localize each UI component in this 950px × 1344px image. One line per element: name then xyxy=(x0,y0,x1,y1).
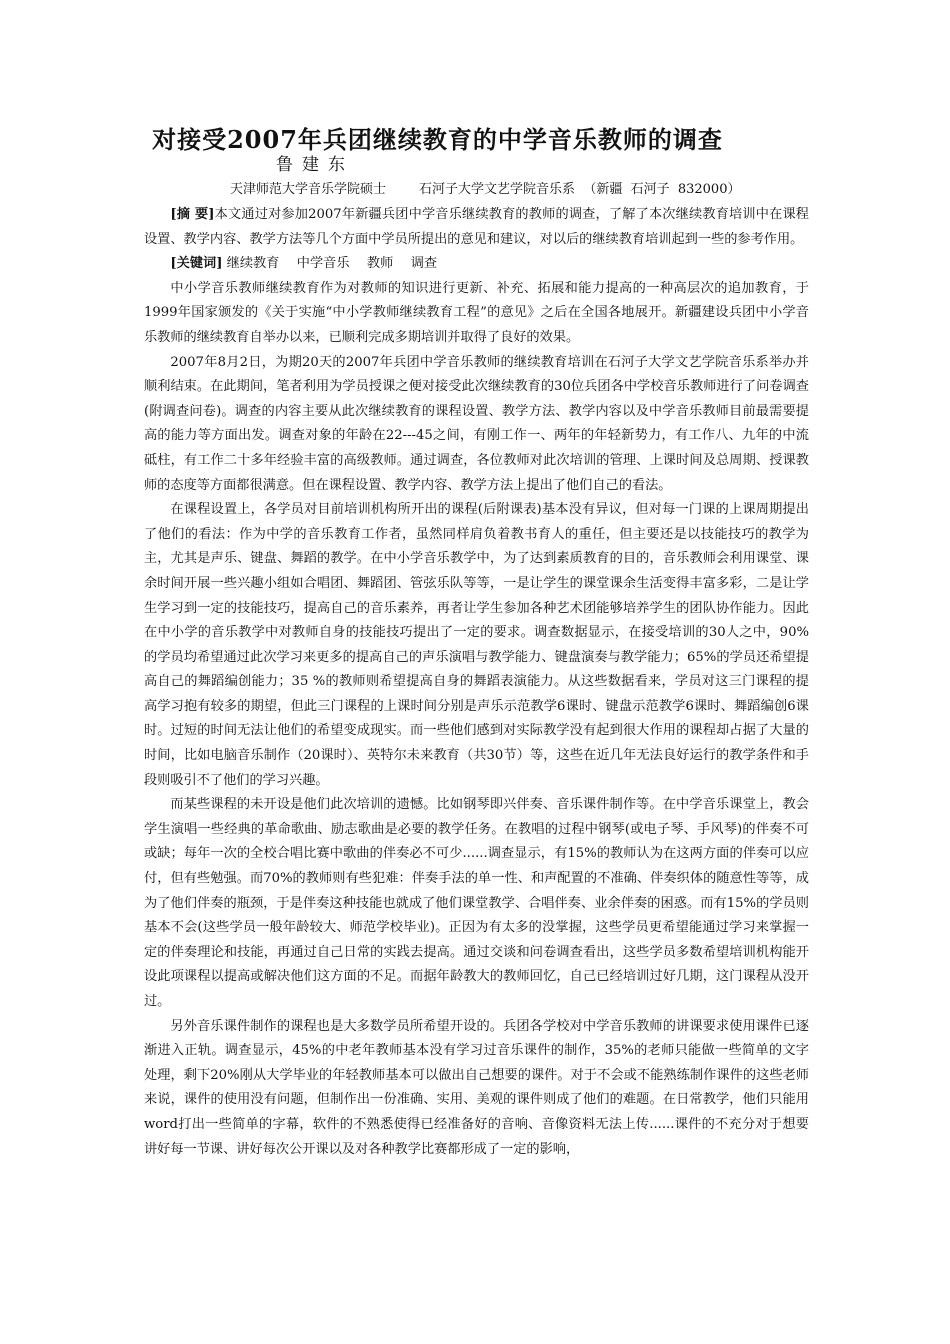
abstract-label: [摘 要] xyxy=(170,207,215,222)
abstract xyxy=(144,203,809,252)
keywords-label: [关键词] xyxy=(170,256,223,272)
paper-title: 对接受2007年兵团继续教育的中学音乐教师的调查 xyxy=(152,125,723,154)
paper-body xyxy=(144,203,809,1162)
author-name: 鲁建东 xyxy=(276,155,354,175)
body-paragraph: 另外音乐课件制作的课程也是大多数学员所希望开设的。兵团各学校对中学音乐教师的讲课要求使用课件已逐渐进入正轨。调查显示，45%的中老年教师基本没有学习过音乐课件的制作，35%的老师只能做一些简单的文字处理，剩下20%刚从大学毕业的年轻教师基本可以做出自己想要的课件。对于不会或不能熟练制作课件的这些老师来说，课件的使用没有问题，但制作出一份准确、实用、美观的课件则成了他们的难题。在日常教学，他们只能用word打出一些简单的字幕，软件的不熟悉使得已经准备好的音响、音像资料无法上传......课件的不充分对于想要讲好每一节课、讲好每次公开课以及对各种教学比赛都形成了一定的影响， xyxy=(144,1018,809,1157)
keywords-terms: 继续教育 中学音乐 教师 调查 xyxy=(226,256,438,272)
body-paragraph: 2007年8月2日，为期20天的2007年兵团中学音乐教师的继续教育培训在石河子大学文艺学院音乐系举办并顺利结束。在此期间，笔者利用为学员授课之便对接受此次继续教育的30位兵团各中学校音乐教师进行了问卷调查(附调查问卷)。调查的内容主要从此次继续教育的课程设置、教学方法、教学内容以及中学音乐教师目前最需要提高的能力等方面出发。调查对象的年龄在22---45之间，有刚工作一、两年的年轻新势力，有工作八、九年的中流砥柱，有工作二十多年经验丰富的高级教师。通过调查，各位教师对此次培训的管理、上课时间及总周期、授课教师的态度等方面都很满意。但在课程设置、教学内容、教学方法上提出了他们自己的看法。 xyxy=(144,354,809,493)
keywords xyxy=(144,252,809,277)
body-paragraph: 中小学音乐教师继续教育作为对教师的知识进行更新、补充、拓展和能力提高的一种高层次的追加教育，于1999年国家颁发的《关于实施“中小学教师继续教育工程”的意见》之后在全国各地展开。新疆建设兵团中小学音乐教师的继续教育自举办以来，已顺利完成多期培训并取得了良好的效果。 xyxy=(144,280,809,345)
author-affiliation: 天津师范大学音乐学院硕士 石河子大学文艺学院音乐系 （新疆 石河子 832000） xyxy=(230,182,741,197)
body-paragraph: 而某些课程的未开设是他们此次培训的遗憾。比如钢琴即兴伴奏、音乐课件制作等。在中学音乐课堂上，教会学生演唱一些经典的革命歌曲、励志歌曲是必要的教学任务。在教唱的过程中钢琴(或电子琴、手风琴)的伴奏不可或缺；每年一次的全校合唱比赛中歌曲的伴奏必不可少......调查显示，有15%的教师认为在这两方面的伴奏可以应付，但有些勉强。而70%的教师则有些犯难：伴奏手法的单一性、和声配置的不准确、伴奏织体的随意性等等，成为了他们伴奏的瓶颈，于是伴奏这种技能也就成了他们课堂教学、合唱伴奏、业余伴奏的困惑。而有15%的学员则基本不会(这些学员一般年龄较大、师范学校毕业)。正因为有太多的没掌握，这些学员更希望能通过学习来掌握一定的伴奏理论和技能，再通过自己日常的实践去提高。通过交谈和问卷调查看出，这些学员多数希望培训机构能开设此项课程以提高或解决他们这方面的不足。而据年龄教大的教师回忆，自己已经培训过好几期，这门课程从没开过。 xyxy=(144,797,809,1009)
body-paragraph: 在课程设置上，各学员对目前培训机构所开出的课程(后附课表)基本没有异议，但对每一门课的上课周期提出了他们的看法：作为中学的音乐教育工作者，虽然同样肩负着教书育人的重任，但主要还是以技能技巧的教学为主，尤其是声乐、键盘、舞蹈的教学。在中小学音乐教学中，为了达到素质教育的目的，音乐教师会利用课堂、课余时间开展一些兴趣小组如合唱团、舞蹈团、管弦乐队等等，一是让学生的课堂课余生活变得丰富多彩，二是让学生学习到一定的技能技巧，提高自己的音乐素养，再者让学生参加各种艺术团能够培养学生的团队协作能力。因此在中小学的音乐教学中对教师自身的技能技巧提出了一定的要求。调查数据显示，在接受培训的30人之中，90%的学员均希望通过此次学习来更多的提高自己的声乐演唱与教学能力、键盘演奏与教学能力；65%的学员还希望提高自己的舞蹈编创能力；35 %的教师则希望提高自身的舞蹈表演能力。从这些数据看来，学员对这三门课程的提高学习抱有较多的期望，但此三门课程的上课时间分别是声乐示范教学6课时、键盘示范教学6课时、舞蹈编创6课时。过短的时间无法让他们的希望变成现实。而一些他们感到对实际教学没有起到很大作用的课程却占据了大量的时间，比如电脑音乐制作（20课时）、英特尔未来教育（共30节）等，这些在近几年无法良好运行的教学条件和手段则吸引不了他们的学习兴趣。 xyxy=(144,502,809,788)
abstract-text: 本文通过对参加2007年新疆兵团中学音乐继续教育的教师的调查，了解了本次继续教育培训中在课程设置、教学内容、教学方法等几个方面中学员所提出的意见和建议，对以后的继续教育培训起到一些的参考作用。 xyxy=(144,207,809,247)
